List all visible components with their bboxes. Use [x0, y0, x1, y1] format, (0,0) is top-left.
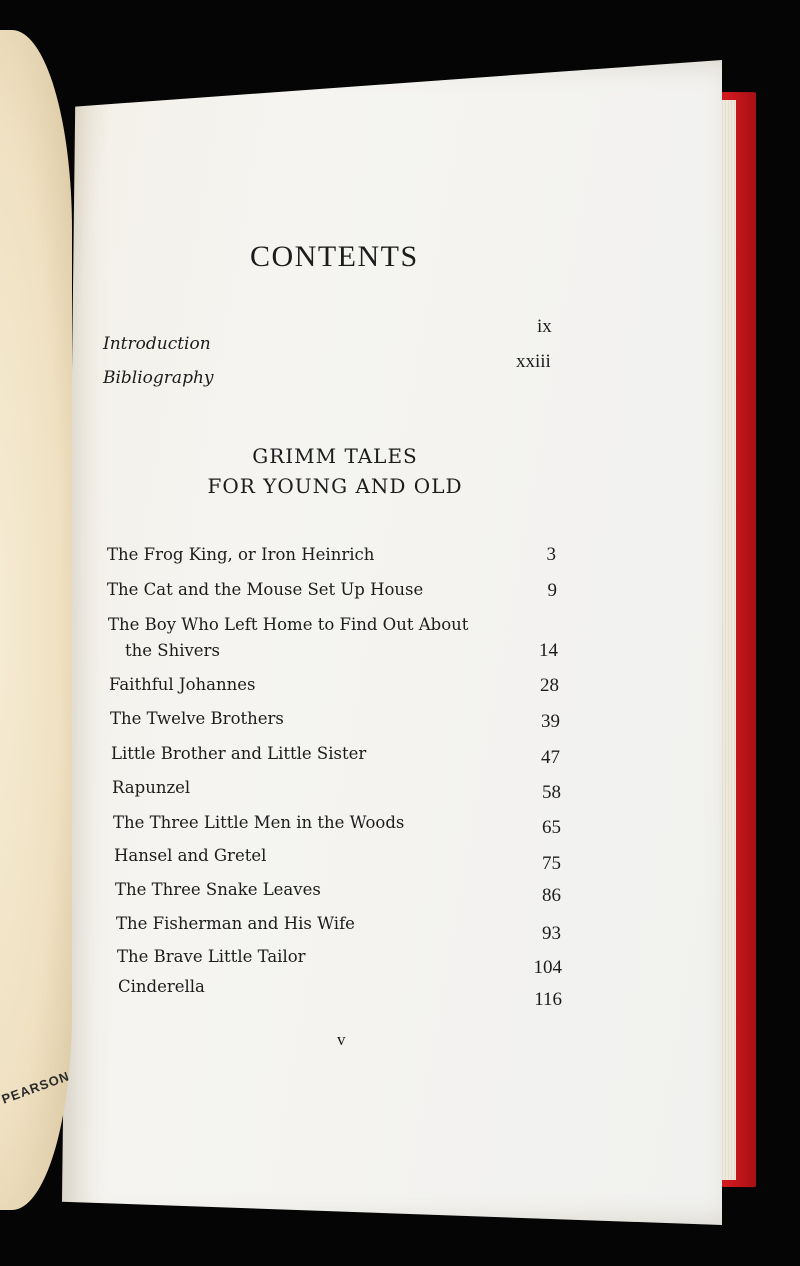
toc-entry-title: The Boy Who Left Home to Find Out About: [108, 615, 469, 634]
front-matter-introduction-page: ix: [537, 316, 552, 337]
toc-entry-title: The Three Snake Leaves: [115, 880, 321, 899]
toc-entry-title: The Fisherman and His Wife: [116, 914, 355, 933]
front-matter-bibliography-page: xxiii: [516, 351, 551, 372]
toc-entry-page: 9: [547, 580, 557, 601]
toc-entry-title: Cinderella: [118, 977, 205, 996]
toc-entry-page: 93: [542, 923, 561, 944]
toc-entry-title: The Cat and the Mouse Set Up House: [107, 580, 424, 599]
front-matter-introduction: Introduction: [103, 334, 211, 354]
toc-entry-page: 14: [539, 640, 558, 661]
toc-entry-title: Hansel and Gretel: [114, 846, 267, 865]
toc-entry-page: 116: [534, 989, 562, 1010]
toc-entry-title: Little Brother and Little Sister: [111, 744, 367, 763]
toc-entry-page: 86: [542, 885, 561, 906]
toc-entry-title: The Three Little Men in the Woods: [113, 813, 405, 832]
toc-entry-page: 28: [540, 675, 559, 696]
section-title-line-1: GRIMM TALES: [252, 444, 418, 468]
toc-entry-title: Rapunzel: [112, 778, 191, 797]
toc-entry-page: 65: [542, 817, 561, 838]
toc-entry-page: 58: [542, 782, 561, 803]
toc-entry-page: 39: [541, 711, 560, 732]
section-title-line-2: FOR YOUNG AND OLD: [207, 474, 463, 498]
toc-entry-page: 3: [546, 544, 556, 565]
toc-entry-title: The Frog King, or Iron Heinrich: [107, 545, 375, 564]
toc-entry-title: The Twelve Brothers: [110, 709, 284, 728]
toc-entry-page: 75: [542, 853, 561, 874]
toc-entry-page: 104: [533, 957, 562, 978]
toc-entry-title: The Brave Little Tailor: [117, 947, 306, 966]
front-matter-bibliography: Bibliography: [103, 368, 214, 388]
contents-heading: CONTENTS: [250, 240, 419, 273]
publisher-logo: PEARSON: [0, 1068, 72, 1107]
toc-entry-page: 47: [541, 747, 560, 768]
toc-entry-title-continued: the Shivers: [125, 641, 220, 660]
toc-entry-title: Faithful Johannes: [109, 675, 256, 694]
page-folio: v: [337, 1030, 346, 1049]
